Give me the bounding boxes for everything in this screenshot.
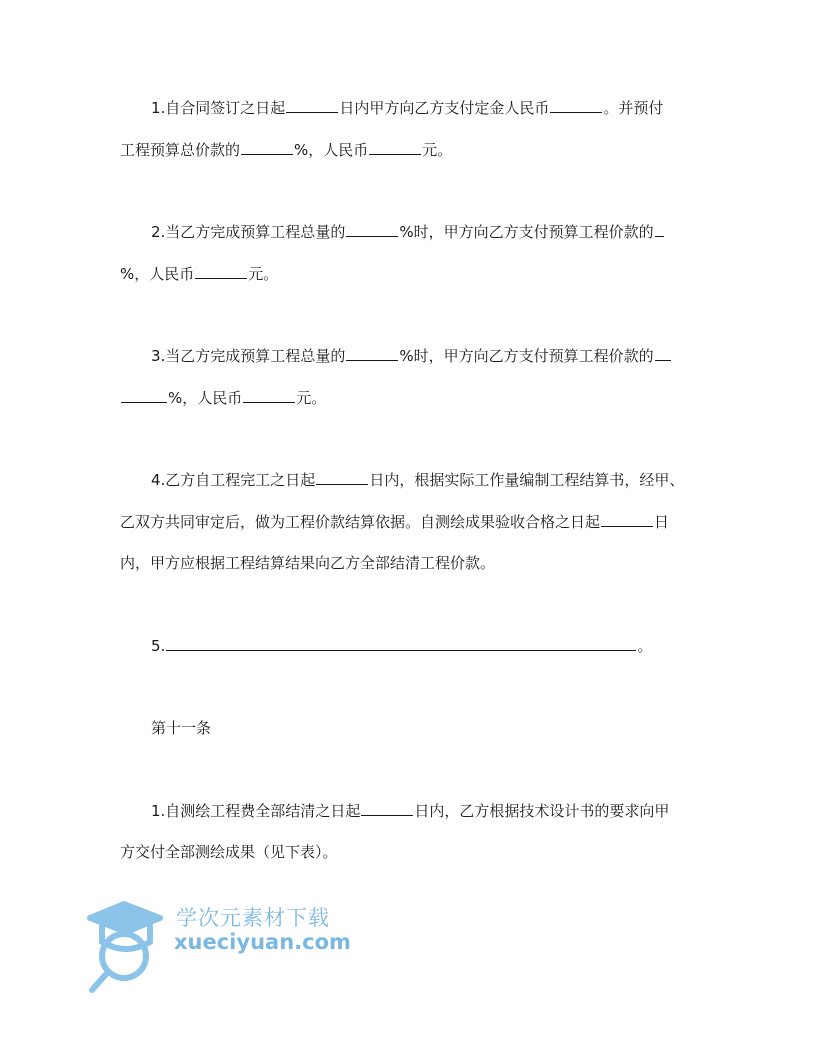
p6-line1 <box>151 800 669 820</box>
blank-field <box>361 800 413 816</box>
p3-text-b: %时，甲方向乙方支付预算工程价款的 <box>399 347 654 365</box>
blank-field <box>241 139 293 155</box>
blank-field <box>346 221 398 237</box>
p1-text-b: 日内甲方向乙方支付定金人民币 <box>339 99 550 117</box>
watermark-text-en: xueciyuan.com <box>174 930 351 954</box>
p1-line1 <box>151 97 663 117</box>
p6-line2: 方交付全部测绘成果（见下表）。 <box>120 843 338 861</box>
p4-line1 <box>151 469 684 489</box>
p1-text-a: 1.自合同签订之日起 <box>151 99 286 117</box>
p1-text-d: 工程预算总价款的 <box>120 141 241 159</box>
p3-text-c: %，人民币 <box>168 389 243 407</box>
p4-line2 <box>120 511 669 531</box>
p4-text-b: 日内，根据实际工作量编制工程结算书，经甲、 <box>369 471 685 489</box>
p1-text-e: %，人民币 <box>294 141 369 159</box>
blank-field <box>316 469 368 485</box>
p5-end: 。 <box>637 637 653 655</box>
blank-field <box>655 221 664 237</box>
p2-text-a: 2.当乙方完成预算工程总量的 <box>151 223 346 241</box>
blank-field <box>601 511 653 527</box>
blank-field-long <box>166 635 636 651</box>
p2-line1 <box>151 221 665 241</box>
p6-text-a: 1.自测绘工程费全部结清之日起 <box>151 802 361 820</box>
p4-text-a: 4.乙方自工程完工之日起 <box>151 471 316 489</box>
p3-text-d: 元。 <box>296 389 327 407</box>
blank-field <box>655 345 671 361</box>
graduation-cap-magnifier-icon <box>86 898 168 998</box>
p3-line1 <box>151 345 672 365</box>
blank-field <box>121 387 167 403</box>
p2-text-c: %，人民币 <box>120 265 195 283</box>
watermark-logo <box>86 898 351 998</box>
p3-line2 <box>120 387 326 407</box>
p6-text-b: 日内，乙方根据技术设计书的要求向甲 <box>414 802 670 820</box>
p5-line <box>151 635 652 655</box>
blank-field <box>195 263 247 279</box>
p4-line3: 内，甲方应根据工程结算结果向乙方全部结清工程价款。 <box>120 554 496 572</box>
blank-field <box>346 345 398 361</box>
blank-field <box>369 139 421 155</box>
article-heading: 第十一条 <box>151 719 212 737</box>
p1-text-c: 。并预付 <box>603 99 664 117</box>
p1-text-f: 元。 <box>422 141 453 159</box>
p3-text-a: 3.当乙方完成预算工程总量的 <box>151 347 346 365</box>
p4-text-d: 日 <box>654 513 670 531</box>
p5-number: 5. <box>151 637 166 655</box>
blank-field <box>550 97 602 113</box>
p2-text-d: 元。 <box>248 265 279 283</box>
watermark-text-cn: 学次元素材下载 <box>176 906 330 930</box>
p2-text-b: %时，甲方向乙方支付预算工程价款的 <box>399 223 654 241</box>
p4-text-c: 乙双方共同审定后，做为工程价款结算依据。自测绘成果验收合格之日起 <box>120 513 601 531</box>
blank-field <box>243 387 295 403</box>
p1-line2 <box>120 139 452 159</box>
blank-field <box>286 97 338 113</box>
p2-line2 <box>120 263 278 283</box>
